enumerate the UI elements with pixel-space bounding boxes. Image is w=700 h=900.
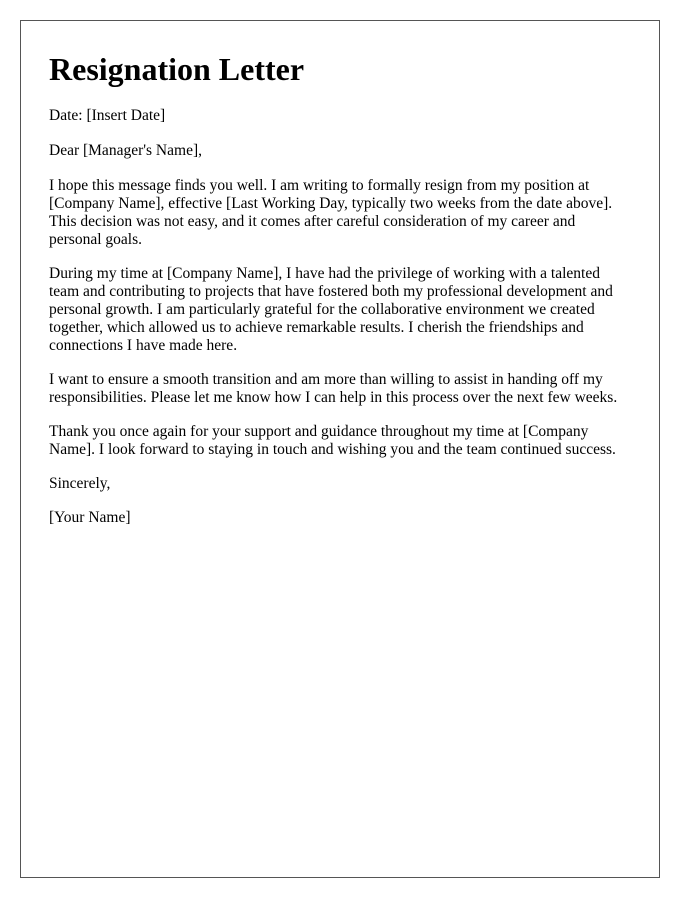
letter-page: [20, 20, 660, 878]
greeting-line: Dear [Manager's Name],: [49, 142, 202, 159]
body-paragraph-1: I hope this message finds you well. I am writing to formally resign from my position at [Company Name], effective [Last Working Day, typically two weeks from the date above]. This decision was not easy, and it comes after careful consideration of my career and personal goals.: [49, 177, 613, 248]
body-paragraph-4: Thank you once again for your support and guidance throughout my time at [Company Name]. I look forward to staying in touch and wishing you and the team continued success.: [49, 423, 616, 458]
signature-line: [Your Name]: [49, 509, 131, 526]
letter-title: Resignation Letter: [49, 51, 305, 87]
body-paragraph-2: During my time at [Company Name], I have had the privilege of working with a talented team and contributing to projects that have fostered both my professional development and personal growth. I am particularly grateful for the collaborative environment we created together, which allowed us to achieve remarkable results. I cherish the friendships and connections I have made here.: [49, 265, 613, 354]
closing-line: Sincerely,: [49, 475, 111, 492]
date-line: Date: [Insert Date]: [49, 107, 166, 124]
body-paragraph-3: I want to ensure a smooth transition and am more than willing to assist in handing off my responsibilities. Please let me know how I can help in this process over the next few weeks.: [49, 371, 618, 406]
